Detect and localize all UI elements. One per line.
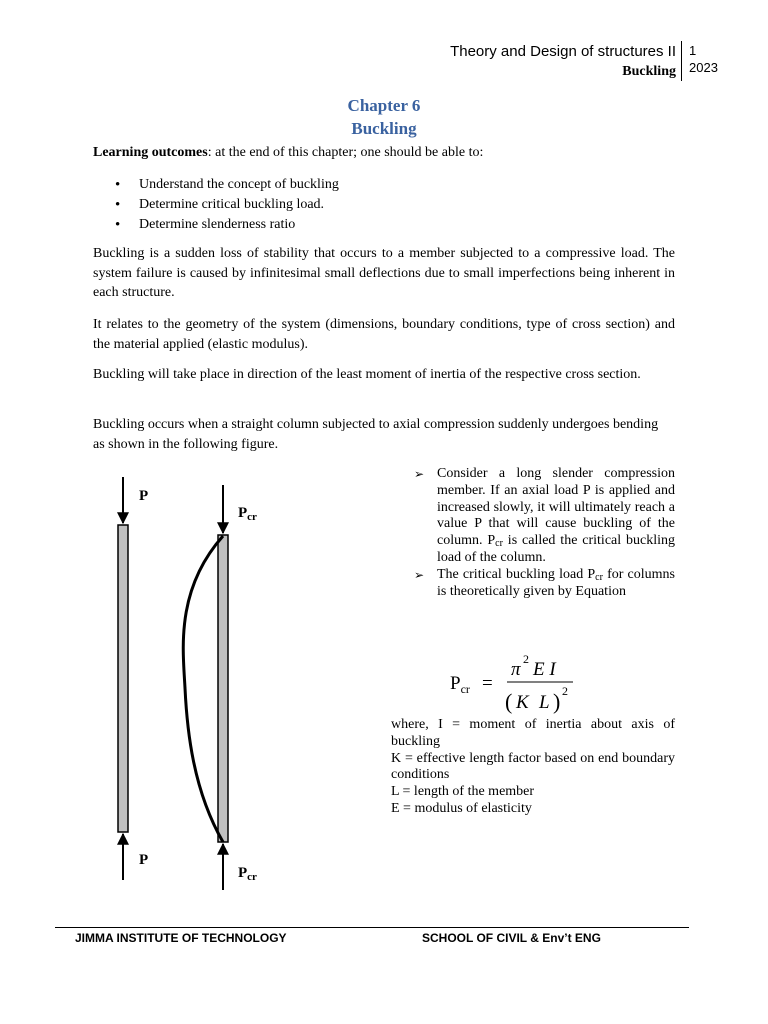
list-item: • Understand the concept of buckling [115, 175, 339, 195]
paragraph-geometry: It relates to the geometry of the system (dimensions, boundary conditions, type of cross section) and the material applied (elastic modulus). [93, 317, 675, 352]
page-number: 1 [689, 43, 697, 58]
euler-equation [445, 645, 580, 717]
list-item: ➢ Consider a long slender compression member. If an axial load P is applied and increased slowly, it will ultimately reach a value P that will cause buckling of the column. $P_{cr}$ is called the critical buckling load of the column. [414, 466, 676, 565]
variable-definitions [391, 717, 675, 818]
list-item: • Determine slenderness ratio [115, 215, 339, 235]
learning-outcomes-list [115, 175, 339, 235]
buckling-figure [95, 470, 295, 900]
header-divider [681, 41, 682, 81]
header-title: Theory and Design of structures II [450, 43, 676, 60]
buckled-shape-curve [183, 536, 223, 842]
definition-item: E = modulus of elasticity [391, 800, 532, 816]
critical-load-label-top [238, 505, 257, 523]
straight-column [118, 525, 128, 832]
definition-item: where, I = moment of inertia about axis of buckling [391, 717, 675, 749]
arrow-bullet-icon: ➢ [414, 467, 425, 481]
list-item: • Determine critical buckling load. [115, 195, 339, 215]
equation-l: L [539, 692, 550, 713]
footer-school: SCHOOL OF CIVIL & Env’t ENG [422, 931, 601, 945]
critical-load-label-sub: cr [247, 511, 257, 523]
list-item: ➢ The critical buckling load $P_{cr}$ for columns is theoretically given by Equation [414, 566, 675, 599]
buckled-column [218, 535, 228, 842]
equation-paren-open: ( [505, 689, 513, 714]
paragraph-definition: Buckling is a sudden loss of stability that occurs to a member subjected to a compressive load. The system failure is caused by infinitesimal small deflections due to small imperfections being inherent in each structure. [93, 246, 675, 300]
chapter-title: Buckling [351, 119, 417, 138]
critical-load-label-sub: cr [247, 871, 257, 883]
paragraph-direction: Buckling will take place in direction of the least moment of inertia of the respective cross section. [93, 367, 641, 382]
paragraph-figure-intro: Buckling occurs when a straight column subjected to axial compression suddenly undergoes bending as shown in the following figure. [93, 417, 659, 452]
equation-k: K [516, 692, 529, 713]
footer-divider [55, 927, 689, 928]
equation-numerator: E I [533, 659, 556, 680]
load-label-top: P [139, 488, 149, 504]
learning-outcomes-label: Learning outcomes [93, 145, 208, 160]
load-label-bottom: P [139, 852, 149, 868]
critical-load-label-main: P [238, 505, 248, 521]
header-subtitle: Buckling [622, 64, 676, 79]
equation-equals: = [482, 673, 493, 694]
learning-outcomes-text: : at the end of this chapter; one should be able to: [207, 145, 484, 160]
chapter-number: Chapter 6 [347, 96, 421, 115]
critical-load-label-main: P [238, 865, 248, 881]
equation-den-exponent: 2 [562, 684, 568, 698]
arrow-bullet-icon: ➢ [414, 567, 425, 582]
critical-load-notes [414, 466, 675, 600]
equation-paren-close: ) [553, 689, 561, 714]
equation-pi: π [511, 659, 521, 680]
definition-item: K = effective length factor based on end boundary conditions [391, 750, 675, 783]
header-year: 2023 [689, 60, 718, 75]
critical-load-label-bottom [238, 865, 257, 883]
learning-outcomes [93, 143, 483, 163]
footer-institution: JIMMA INSTITUTE OF TECHNOLOGY [75, 931, 287, 945]
equation-pi-exponent: 2 [523, 652, 529, 666]
equation-lhs: $P_{cr}$ [450, 673, 470, 696]
definition-item: L = length of the member [391, 784, 535, 800]
